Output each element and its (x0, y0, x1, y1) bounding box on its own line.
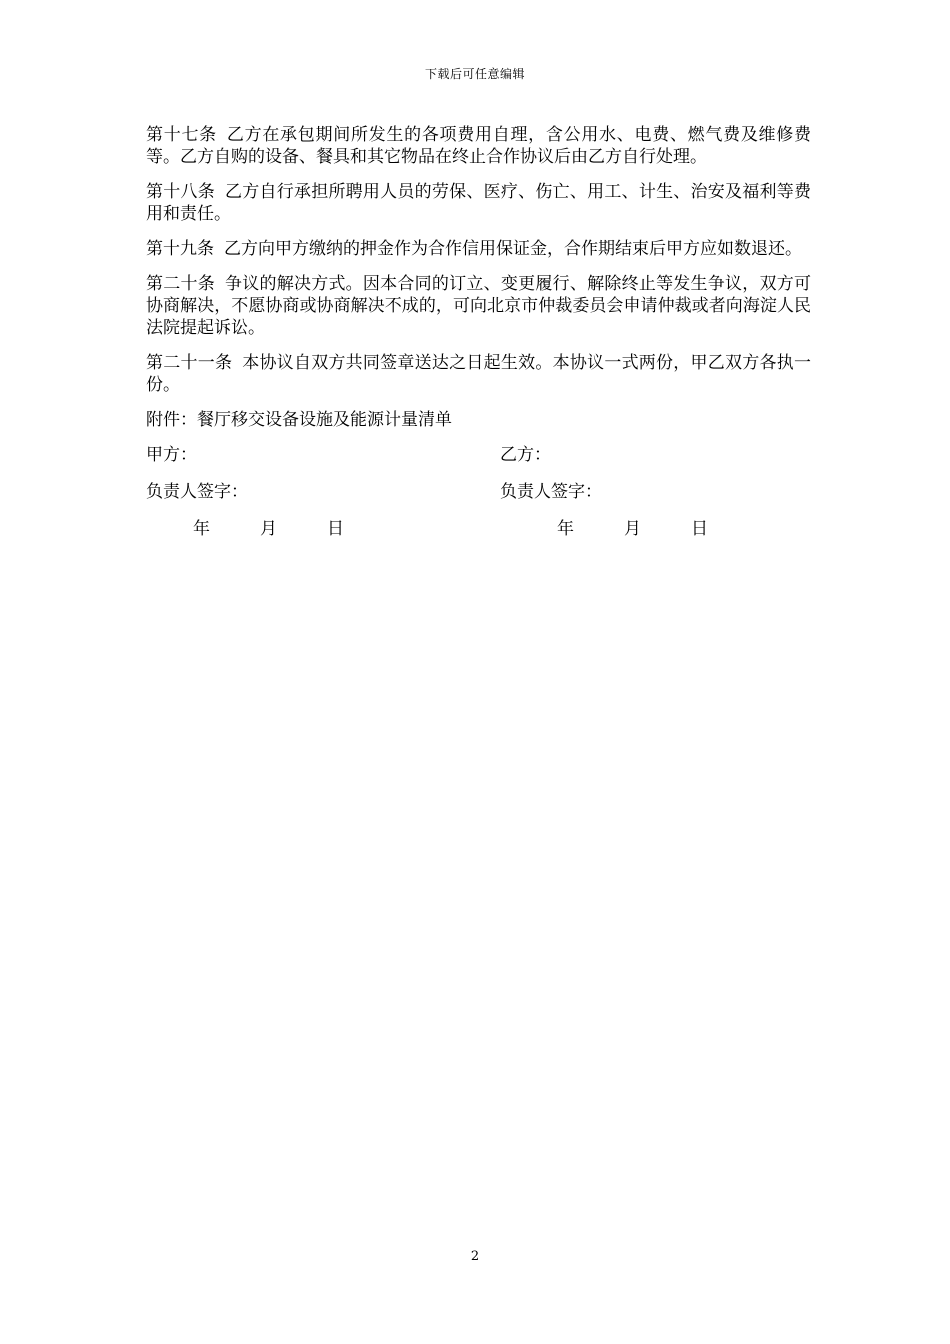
article-number: 第二十条 (146, 274, 215, 294)
document-body (146, 124, 811, 540)
party-a-year-label: 年 (193, 519, 210, 539)
party-a-day-label: 日 (327, 519, 344, 539)
article-20 (146, 273, 811, 339)
page-header: 下载后可任意编辑 (424, 67, 525, 81)
party-a-month-label: 月 (260, 519, 277, 539)
party-b-signer-label: 负责人签字： (500, 482, 602, 502)
page-number: 2 (470, 1249, 480, 1264)
party-b-year-label: 年 (557, 519, 574, 539)
party-b-day-label: 日 (691, 519, 708, 539)
article-19 (146, 238, 811, 260)
article-text: 争议的解决方式。因本合同的订立、变更履行、解除终止等发生争议，双方可协商解决，不愿协商或协商解决不成的，可向北京市仲裁委员会申请仲裁或者向海淀人民法院提起诉讼。 (146, 274, 812, 338)
article-text: 乙方在承包期间所发生的各项费用自理，含公用水、电费、燃气费及维修费等。乙方自购的设备、餐具和其它物品在终止合作协议后由乙方自行处理。 (146, 125, 812, 167)
article-18 (146, 181, 811, 225)
article-text: 乙方自行承担所聘用人员的劳保、医疗、伤亡、用工、计生、治安及福利等费用和责任。 (146, 182, 812, 224)
date-row (146, 518, 811, 540)
attachment-line: 附件：餐厅移交设备设施及能源计量清单 (146, 410, 452, 430)
article-number: 第十九条 (146, 239, 214, 259)
article-17 (146, 124, 811, 168)
party-b-label: 乙方： (500, 445, 551, 465)
article-number: 第十七条 (146, 125, 217, 145)
article-number: 第二十一条 (146, 353, 233, 373)
article-text: 乙方向甲方缴纳的押金作为合作信用保证金，合作期结束后甲方应如数退还。 (224, 239, 802, 259)
signer-row (146, 481, 811, 503)
article-number: 第十八条 (146, 182, 215, 202)
article-21 (146, 352, 811, 396)
party-b-month-label: 月 (624, 519, 641, 539)
article-text: 本协议自双方共同签章送达之日起生效。本协议一式两份，甲乙双方各执一份。 (146, 353, 812, 395)
party-a-label: 甲方： (146, 445, 197, 465)
party-row (146, 444, 811, 466)
party-a-signer-label: 负责人签字： (146, 482, 248, 502)
